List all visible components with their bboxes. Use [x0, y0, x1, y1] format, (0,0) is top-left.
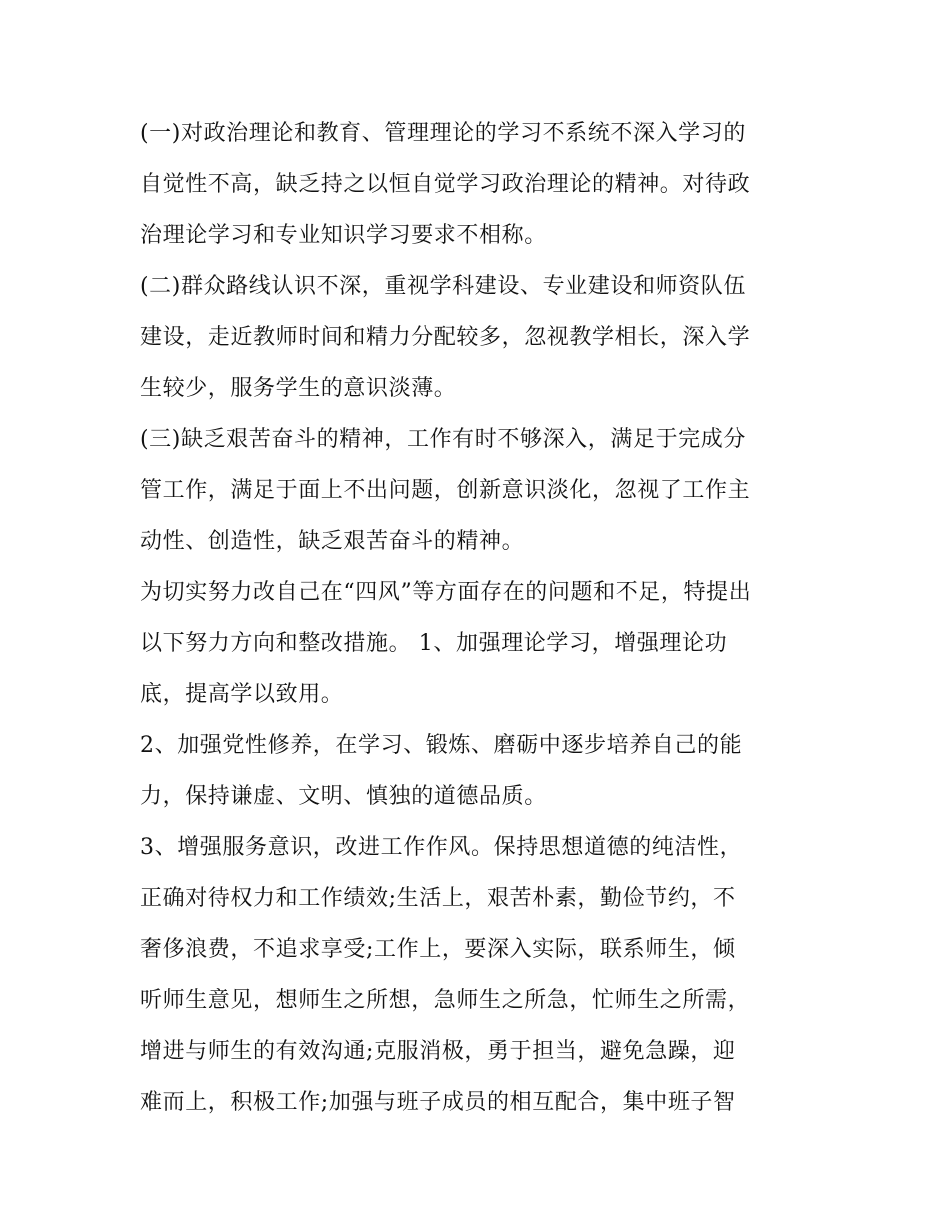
text-line: 建设，走近教师时间和精力分配较多，忽视教学相长，深入学: [140, 325, 751, 350]
text-line: 听师生意见，想师生之所想，急师生之所急，忙师生之所需，: [140, 988, 751, 1013]
text-line: 力，保持谦虚、文明、慎独的道德品质。: [140, 784, 547, 809]
text-line: 治理论学习和专业知识学习要求不相称。: [140, 223, 547, 248]
text-line: 奢侈浪费，不追求享受;工作上，要深入实际，联系师生，倾: [140, 937, 736, 962]
text-line: 管工作，满足于面上不出问题，创新意识淡化，忽视了工作主: [140, 478, 751, 503]
text-line: 自觉性不高，缺乏持之以恒自觉学习政治理论的精神。对待政: [140, 172, 751, 197]
text-line: 底，提高学以致用。: [140, 682, 344, 707]
text-line: 正确对待权力和工作绩效;生活上，艰苦朴素，勤俭节约，不: [140, 886, 736, 911]
text-line: 3、增强服务意识，改进工作作风。保持思想道德的纯洁性，: [140, 835, 743, 860]
text-line: (一)对政治理论和教育、管理理论的学习不系统不深入学习的: [140, 121, 746, 146]
text-line: 难而上，积极工作;加强与班子成员的相互配合，集中班子智: [140, 1090, 736, 1115]
text-line: 生较少，服务学生的意识淡薄。: [140, 376, 457, 401]
text-line: (三)缺乏艰苦奋斗的精神，工作有时不够深入，满足于完成分: [140, 427, 746, 452]
text-line: 增进与师生的有效沟通;克服消极，勇于担当，避免急躁，迎: [140, 1039, 736, 1064]
text-line: 为切实努力改自己在“四风”等方面存在的问题和不足，特提出: [140, 580, 752, 605]
text-line: 2、加强党性修养，在学习、锻炼、磨砺中逐步培养自己的能: [140, 733, 743, 758]
text-line: 以下努力方向和整改措施。 1、加强理论学习，增强理论功: [140, 631, 728, 656]
text-line: (二)群众路线认识不深，重视学科建设、专业建设和师资队伍: [140, 274, 746, 299]
text-line: 动性、创造性，缺乏艰苦奋斗的精神。: [140, 529, 525, 554]
document-body: [140, 108, 830, 1128]
